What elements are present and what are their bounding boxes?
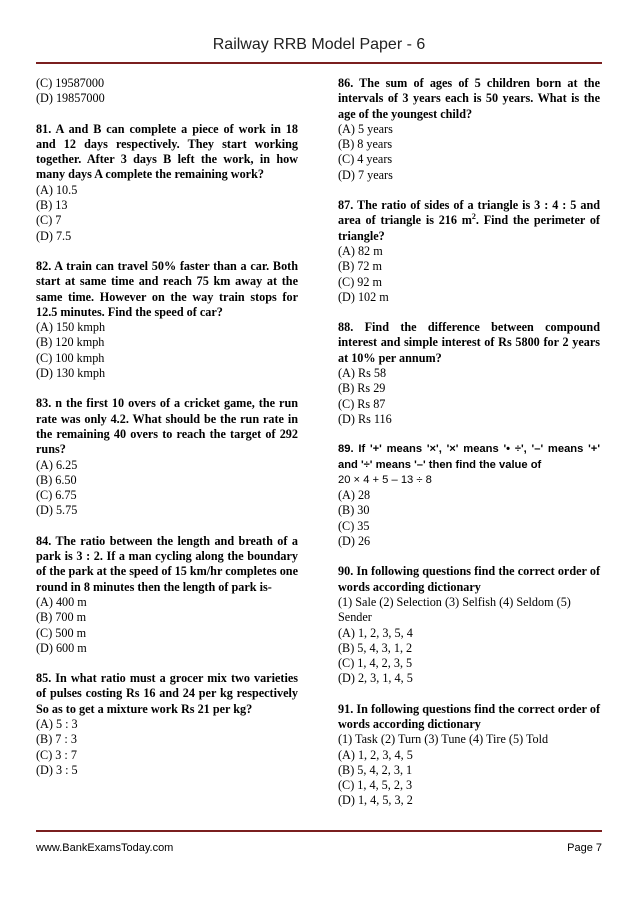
superscript: 2: [471, 212, 476, 222]
option: (D) 19857000: [36, 91, 105, 106]
option: (C) 92 m: [338, 274, 383, 289]
option: (D) 5.75: [36, 503, 78, 518]
question-87-text-b: . Find the perimeter of triangle?: [338, 213, 600, 243]
option: (D) 2, 3, 1, 4, 5: [338, 671, 413, 686]
option: (B) 30: [338, 503, 370, 518]
option: (C) Rs 87: [338, 396, 386, 411]
option: (D) 7.5: [36, 228, 72, 243]
option: (A) 5 years: [338, 121, 393, 136]
question-90-words: (1) Sale (2) Selection (3) Selfish (4) Seldom (5) Sender: [338, 594, 571, 625]
option: (C) 1, 4, 2, 3, 5: [338, 656, 413, 671]
option: (B) 5, 4, 2, 3, 1: [338, 762, 413, 777]
option: (A) 10.5: [36, 182, 78, 197]
option: (B) 72 m: [338, 259, 383, 274]
option: (C) 500 m: [36, 625, 87, 640]
option: (B) 120 kmph: [36, 335, 105, 350]
option: (A) 5 : 3: [36, 716, 78, 731]
option: (C) 100 kmph: [36, 350, 105, 365]
footer-rule: [36, 830, 602, 832]
question-86: 86. The sum of ages of 5 children born at the intervals of 3 years each is 50 years. What is the age of the youngest child?: [338, 76, 600, 121]
option: (D) 1, 4, 5, 3, 2: [338, 793, 413, 808]
option: (D) 26: [338, 534, 371, 549]
question-87-text-a: 87. The ratio of sides of a triangle is 3 : 4 : 5 and area of triangle is 216 m: [338, 198, 600, 228]
question-91: 91. In following questions find the correct order of words according dictionary: [338, 701, 600, 731]
question-83: 83. n the first 10 overs of a cricket game, the run rate was only 4.2. What should be the run rate in the remaining 40 overs to reach the target of 292 runs?: [36, 396, 298, 457]
option: (D) 102 m: [338, 289, 389, 304]
option: (D) 3 : 5: [36, 762, 78, 777]
option: (B) Rs 29: [338, 381, 386, 396]
option: (A) 1, 2, 3, 5, 4: [338, 625, 413, 640]
option: (D) 600 m: [36, 640, 87, 655]
option: (C) 7: [36, 213, 62, 228]
header-rule: [36, 62, 602, 64]
option: (C) 3 : 7: [36, 747, 77, 762]
option: (A) 400 m: [36, 594, 87, 609]
option: (B) 13: [36, 198, 68, 213]
question-85: 85. In what ratio must a grocer mix two varieties of pulses costing Rs 16 and 24 per kg respectively So as to get a mixture work Rs 21 per kg?: [36, 671, 298, 716]
option: (B) 6.50: [36, 472, 77, 487]
option: (C) 1, 4, 5, 2, 3: [338, 778, 413, 793]
option: (D) 7 years: [338, 167, 393, 182]
page-header-title: Railway RRB Model Paper - 6: [212, 36, 426, 53]
option: (B) 7 : 3: [36, 732, 77, 747]
option: (B) 700 m: [36, 610, 87, 625]
option: (C) 6.75: [36, 488, 77, 503]
question-91-words: (1) Task (2) Turn (3) Tune (4) Tire (5) Told: [338, 732, 549, 747]
option: (C) 4 years: [338, 152, 393, 167]
option: (A) 82 m: [338, 243, 383, 258]
right-column: [338, 76, 600, 809]
option: (A) Rs 58: [338, 366, 387, 381]
option: (A) 6.25: [36, 457, 78, 472]
footer-page-number: Page 7: [567, 842, 602, 854]
question-89: 89. If '+' means '×', '×' means '• ÷', '–' means '+' and '÷' means '–' then find the value of: [338, 443, 600, 471]
question-87: [338, 198, 600, 244]
option: (A) 150 kmph: [36, 320, 106, 335]
option: (A) 1, 2, 3, 4, 5: [338, 747, 413, 762]
option: (C) 35: [338, 518, 370, 533]
question-81: 81. A and B can complete a piece of work in 18 and 12 days respectively. They start working together. After 3 days B left the work, in how many days A complete the remaining work?: [36, 121, 298, 182]
option: (D) Rs 116: [338, 411, 392, 426]
footer-website: www.BankExamsToday.com: [36, 842, 174, 854]
question-82: 82. A train can travel 50% faster than a car. Both start at same time and reach 75 km away at the same time. However on the way train stops for 12.5 minutes. Find the speed of car?: [36, 258, 298, 319]
question-89-expression: 20 × 4 + 5 – 13 ÷ 8: [338, 473, 432, 486]
option: (D) 130 kmph: [36, 366, 106, 381]
option: (A) 28: [338, 488, 371, 503]
option: (B) 8 years: [338, 137, 393, 152]
option: (B) 5, 4, 3, 1, 2: [338, 640, 413, 655]
question-84: 84. The ratio between the length and breath of a park is 3 : 2. If a man cycling along the boundary of the park at the speed of 15 km/hr completes one round in 8 minutes then the length of park is-: [36, 533, 298, 594]
option: (C) 19587000: [36, 76, 105, 90]
question-90: 90. In following questions find the correct order of words according dictionary: [338, 564, 600, 594]
left-column: [36, 76, 298, 778]
question-88: 88. Find the difference between compound interest and simple interest of Rs 5800 for 2 years at 10% per annum?: [338, 320, 600, 365]
